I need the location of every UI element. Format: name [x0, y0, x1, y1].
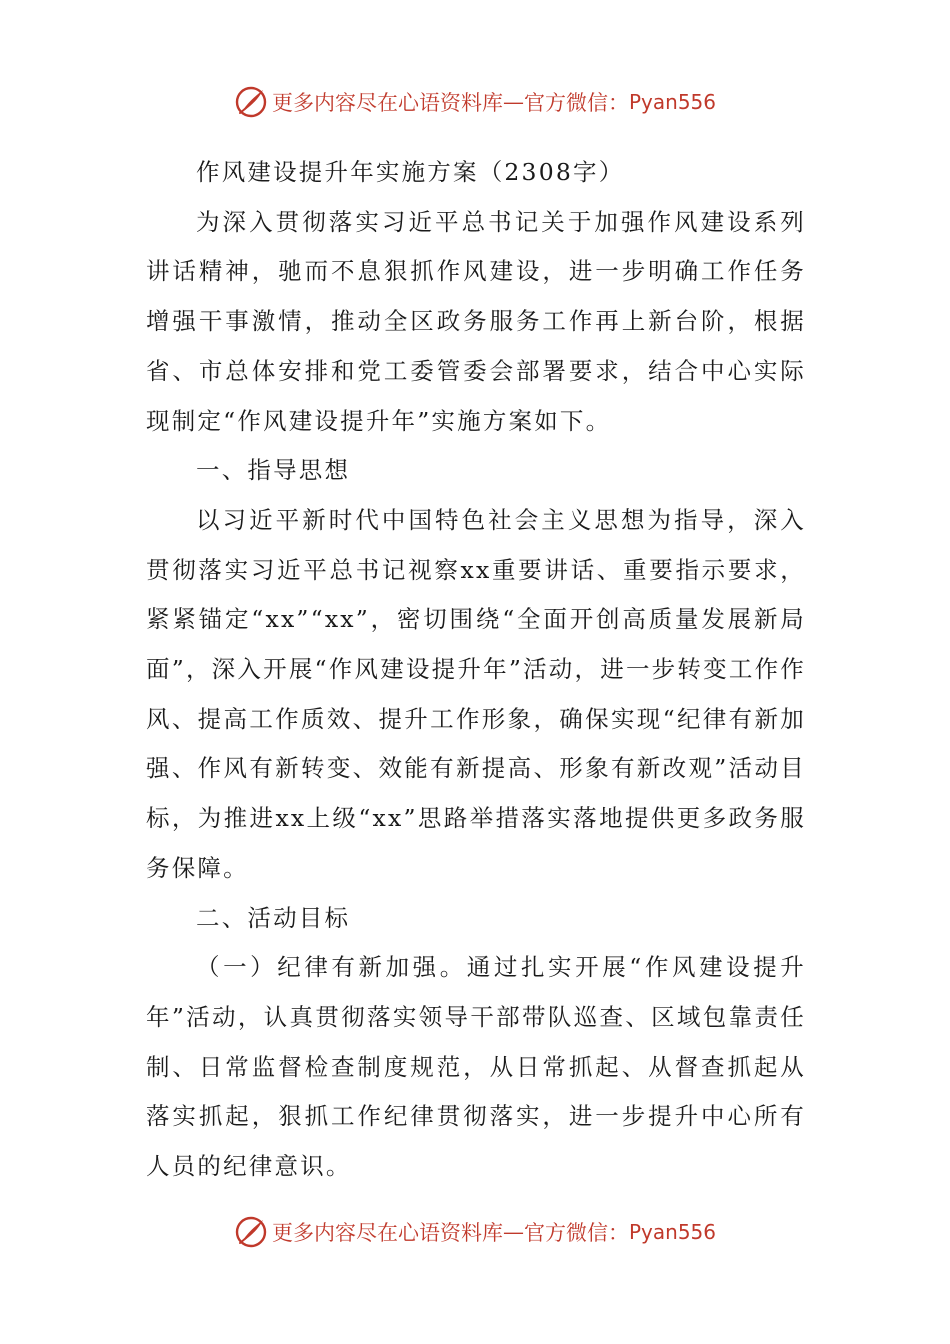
section-heading-guiding-thought: 一、指导思想: [196, 456, 351, 485]
watermark-separator: —: [502, 1220, 524, 1244]
watermark-brand-text: 更多内容尽在心语资料库: [271, 91, 503, 115]
watermark-contact-label: 官方微信：: [523, 91, 629, 115]
quill-pen-logo: [234, 85, 268, 119]
intro-paragraph: 为深入贯彻落实习近平总书记关于加强作风建设系列讲话精神，驰而不息狠抓作风建设，进一步明确工作任务增强干事激情，推动全区政务服务工作再上新台阶，根据省、市总体安排和党工委管委会部署要求，结合中心实际现制定“作风建设提升年”实施方案如下。: [146, 207, 806, 435]
watermark-contact-label: 官方微信：: [523, 1221, 629, 1245]
section-heading-activity-goals: 二、活动目标: [196, 903, 351, 932]
watermark-contact-value: Pyan556: [628, 90, 716, 114]
document-body: [146, 148, 806, 1192]
guiding-thought-paragraph: 以习近平新时代中国特色社会主义思想为指导，深入贯彻落实习近平总书记视察xx重要讲话、重要指示要求，紧紧锚定“xx”“xx”，密切围绕“全面开创高质量发展新局面”，深入开展“作风建设提升年”活动，进一步转变工作作风、提高工作质效、提升工作形象，确保实现“纪律有新加强、作风有新转变、效能有新提高、形象有新改观”活动目标，为推进xx上级“xx”思路举措落实落地提供更多政务服务保障。: [146, 505, 806, 882]
watermark-separator: —: [502, 90, 524, 114]
watermark-contact-value: Pyan556: [628, 1220, 716, 1244]
quill-pen-logo: [234, 1215, 268, 1249]
goal-item-discipline: （一）纪律有新加强。通过扎实开展“作风建设提升年”活动，认真贯彻落实领导干部带队巡查、区域包靠责任制、日常监督检查制度规范，从日常抓起、从督查抓起从落实抓起，狠抓工作纪律贯彻落实，进一步提升中心所有人员的纪律意识。: [146, 953, 806, 1181]
document-title: 作风建设提升年实施方案（2308字）: [196, 158, 625, 186]
header-watermark: [0, 82, 950, 122]
footer-watermark: [0, 1212, 950, 1252]
watermark-brand-text: 更多内容尽在心语资料库: [271, 1221, 503, 1245]
